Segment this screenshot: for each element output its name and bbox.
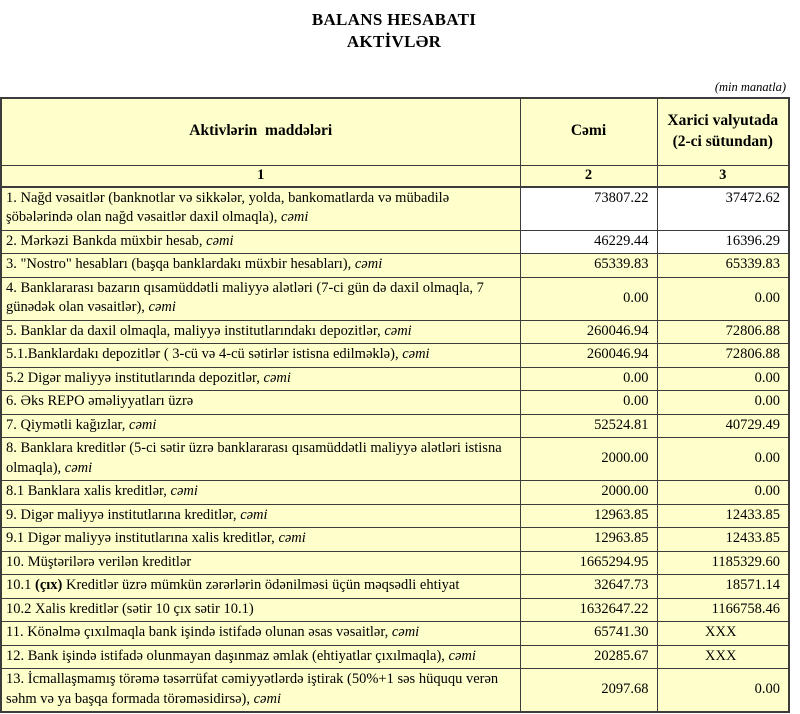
row-foreign-value: 72806.88 [657, 320, 789, 344]
table-row [1, 254, 789, 278]
row-total-value: 0.00 [520, 277, 657, 320]
row-foreign-value: 1166758.46 [657, 598, 789, 622]
row-label [1, 391, 520, 415]
row-total-value: 12963.85 [520, 504, 657, 528]
row-foreign-value: XXX [657, 645, 789, 669]
total-column-header: Cəmi [520, 98, 657, 166]
row-label-part: 3. "Nostro" hesabları (başqa banklardakı müxbir hesabları), [6, 256, 355, 273]
row-label-part: (çıx) [35, 577, 63, 594]
table-row [1, 367, 789, 391]
row-total-value: 1665294.95 [520, 551, 657, 575]
row-label-part: cəmi [402, 346, 430, 363]
row-foreign-value: XXX [657, 622, 789, 646]
table-row [1, 320, 789, 344]
table-row [1, 551, 789, 575]
row-foreign-value: 18571.14 [657, 575, 789, 599]
title-line-1: BALANS HESABATI [311, 10, 477, 29]
row-total-value: 65741.30 [520, 622, 657, 646]
row-total-value: 20285.67 [520, 645, 657, 669]
row-label [1, 438, 520, 481]
row-label-part: 5.2 Digər maliyyə institutlarında depozitlər, [6, 369, 264, 386]
column-index-row [1, 165, 789, 187]
row-total-value: 260046.94 [520, 320, 657, 344]
row-total-value: 32647.73 [520, 575, 657, 599]
row-label-part: 13. İcmallaşmamış törəmə təsərrüfat cəmiyyətlərdə iştirak (50%+1 səs hüququ verən səhm və ya başqa formada törəməsidirsə), [6, 671, 499, 707]
row-label [1, 367, 520, 391]
row-label [1, 645, 520, 669]
row-total-value: 46229.44 [520, 230, 657, 254]
row-foreign-value: 40729.49 [657, 414, 789, 438]
row-label-part: 5. Banklar da daxil olmaqla, maliyyə institutlarındakı depozitlər, [6, 322, 385, 339]
table-row [1, 438, 789, 481]
row-total-value: 2000.00 [520, 438, 657, 481]
table-row [1, 277, 789, 320]
row-foreign-value: 16396.29 [657, 230, 789, 254]
row-label-part: 7. Qiymətli kağızlar, [6, 416, 130, 433]
row-label-part: cəmi [64, 459, 93, 476]
row-label [1, 254, 520, 278]
row-label-part: cəmi [281, 209, 309, 226]
row-label-part: 11. Könəlmə çıxılmaqla bank işində istifadə olunan əsas vəsaitlər, [6, 624, 392, 641]
foreign-column-header: Xarici valyutada (2-ci sütundan) [657, 98, 789, 166]
row-label-part: Kreditlər üzrə mümkün zərərlərin ödənilməsi üçün məqsədli ehtiyat [62, 577, 460, 594]
table-row [1, 391, 789, 415]
row-label-part: 10.2 Xalis kreditlər (sətir 10 çıx sətir 10.1) [6, 600, 254, 617]
row-label-part: cəmi [448, 647, 476, 664]
page-title [0, 0, 788, 54]
row-label-part: cəmi [148, 299, 176, 316]
row-total-value: 12963.85 [520, 528, 657, 552]
row-foreign-value: 37472.62 [657, 187, 789, 231]
row-label [1, 320, 520, 344]
row-label [1, 598, 520, 622]
row-label-part: cəmi [170, 483, 198, 500]
column-index-2: 2 [520, 165, 657, 187]
row-label-part: 10. Müştərilərə verilən kreditlər [6, 553, 192, 570]
table-row [1, 414, 789, 438]
column-index-3: 3 [657, 165, 789, 187]
table-row [1, 575, 789, 599]
row-label [1, 187, 520, 231]
row-label-part: cəmi [129, 416, 157, 433]
row-label-part: 2. Mərkəzi Bankda müxbir hesab, [6, 232, 207, 249]
table-row [1, 344, 789, 368]
row-label-part: cəmi [384, 322, 412, 339]
row-total-value: 2000.00 [520, 481, 657, 505]
row-foreign-value: 0.00 [657, 277, 789, 320]
table-row [1, 622, 789, 646]
row-label-part: cəmi [240, 506, 268, 523]
row-foreign-value: 72806.88 [657, 344, 789, 368]
items-column-header: Aktivlərin maddələri [1, 98, 520, 166]
row-label-part: 6. Əks REPO əməliyyatları üzrə [6, 393, 194, 410]
row-total-value: 1632647.22 [520, 598, 657, 622]
column-index-1: 1 [1, 165, 520, 187]
row-label [1, 528, 520, 552]
row-total-value: 52524.81 [520, 414, 657, 438]
table-row [1, 598, 789, 622]
row-label [1, 669, 520, 713]
row-label-part: cəmi [206, 232, 234, 249]
row-label [1, 277, 520, 320]
table-row [1, 230, 789, 254]
row-label-part: cəmi [253, 690, 281, 707]
row-label-part: 12. Bank işində istifadə olunmayan daşınmaz əmlak (ehtiyatlar çıxılmaqla), [6, 647, 449, 664]
table-row [1, 645, 789, 669]
row-label-part: 1. Nağd vəsaitlər (banknotlar və sikkələr, yolda, bankomatlarda və mübadilə şöbələrində olan nağd vəsaitlər daxil olmaqla), [6, 189, 450, 226]
row-label-part: 5.1.Banklardakı depozitlər ( 3-cü və 4-cü sətirlər istisna edilməklə), [6, 346, 403, 363]
table-header-row [1, 98, 789, 166]
row-label [1, 504, 520, 528]
row-foreign-value: 0.00 [657, 669, 789, 713]
row-label [1, 622, 520, 646]
row-total-value: 260046.94 [520, 344, 657, 368]
table-row [1, 187, 789, 231]
row-label-part: 8.1 Banklara xalis kreditlər, [6, 483, 171, 500]
balance-table [0, 97, 790, 714]
table-row [1, 669, 789, 713]
row-label-part: 4. Banklararası bazarın qısamüddətli maliyyə alətləri (7-ci gün də daxil olmaqla, 7 günədək olan vəsaitlər), [6, 279, 484, 316]
row-label [1, 481, 520, 505]
table-row [1, 504, 789, 528]
title-line-2: AKTİVLƏR [346, 32, 442, 52]
row-foreign-value: 12433.85 [657, 504, 789, 528]
row-label-part: 9.1 Digər maliyyə institutlarına xalis kreditlər, [6, 530, 279, 547]
row-label [1, 551, 520, 575]
row-label [1, 230, 520, 254]
row-foreign-value: 65339.83 [657, 254, 789, 278]
row-label-part: 9. Digər maliyyə institutlarına kreditlər, [6, 506, 241, 523]
row-foreign-value: 0.00 [657, 367, 789, 391]
row-label-part: 8. Banklara kreditlər (5-ci sətir üzrə banklararası qısamüddətli maliyyə alətləri istisna olmaqla), [6, 440, 502, 476]
row-total-value: 0.00 [520, 367, 657, 391]
row-label [1, 575, 520, 599]
row-label-part: cəmi [391, 624, 420, 641]
row-total-value: 73807.22 [520, 187, 657, 231]
unit-note: (min manatla) [714, 79, 786, 94]
row-total-value: 2097.68 [520, 669, 657, 713]
row-total-value: 65339.83 [520, 254, 657, 278]
row-total-value: 0.00 [520, 391, 657, 415]
row-label-part: 10.1 [6, 577, 35, 594]
row-foreign-value: 0.00 [657, 391, 789, 415]
row-label-part: cəmi [263, 369, 291, 386]
row-foreign-value: 1185329.60 [657, 551, 789, 575]
row-foreign-value: 0.00 [657, 481, 789, 505]
table-row [1, 481, 789, 505]
row-label [1, 344, 520, 368]
row-foreign-value: 12433.85 [657, 528, 789, 552]
row-label-part: cəmi [354, 256, 383, 273]
row-label [1, 414, 520, 438]
row-foreign-value: 0.00 [657, 438, 789, 481]
row-label-part: cəmi [278, 530, 306, 547]
table-row [1, 528, 789, 552]
